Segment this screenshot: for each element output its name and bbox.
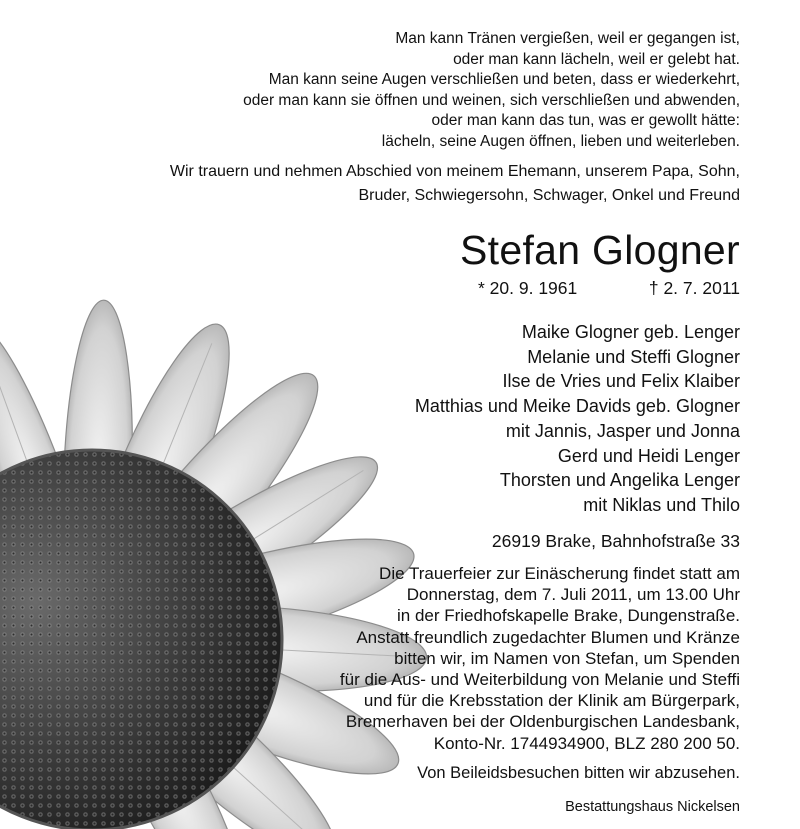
poem-line: Man kann seine Augen verschließen und beten, dass er wiederkehrt, bbox=[268, 71, 740, 89]
undertaker-name: Bestattungshaus Nickelsen bbox=[565, 799, 740, 815]
notice-line: für die Aus- und Weiterbildung von Melanie und Steffi bbox=[339, 670, 740, 690]
funeral-notice bbox=[340, 563, 740, 754]
poem-line: oder man kann sie öffnen und weinen, sich verschließen und abwenden, bbox=[243, 91, 740, 109]
family-member: Matthias und Meike Davids geb. Glogner bbox=[414, 396, 740, 417]
family-member: Maike Glogner geb. Lenger bbox=[521, 322, 740, 342]
poem bbox=[243, 29, 740, 153]
family-member: mit Niklas und Thilo bbox=[583, 494, 740, 515]
notice-line: Die Trauerfeier zur Einäscherung findet statt am bbox=[379, 564, 740, 583]
mourning-intro bbox=[170, 160, 740, 208]
notice-line: Anstatt freundlich zugedachter Blumen und Kränze bbox=[356, 627, 740, 647]
birth-date: * 20. 9. 1961 bbox=[478, 278, 578, 298]
family-address: 26919 Brake, Bahnhofstraße 33 bbox=[491, 531, 740, 551]
notice-line: Donnerstag, dem 7. Juli 2011, um 13.00 Uhr bbox=[406, 585, 740, 605]
family-member: Ilse de Vries und Felix Klaiber bbox=[502, 371, 740, 392]
deceased-name: Stefan Glogner bbox=[460, 227, 740, 273]
family-list bbox=[415, 320, 740, 518]
intro-line: Wir trauern und nehmen Abschied von meinem Ehemann, unserem Papa, Sohn, bbox=[169, 163, 740, 180]
poem-line: oder man kann das tun, was er gewollt hätte: bbox=[431, 112, 740, 130]
intro-line: Bruder, Schwiegersohn, Schwager, Onkel und Freund bbox=[358, 187, 740, 204]
family-member: Gerd und Heidi Lenger bbox=[557, 445, 740, 466]
poem-line: oder man kann lächeln, weil er gelebt hat. bbox=[453, 50, 740, 68]
notice-line: Bremerhaven bei der Oldenburgischen Landesbank, bbox=[345, 712, 740, 732]
poem-line: lächeln, seine Augen öffnen, lieben und weiterleben. bbox=[381, 132, 740, 150]
poem-line: Man kann Tränen vergießen, weil er gegangen ist, bbox=[395, 30, 740, 47]
family-member: Thorsten und Angelika Lenger bbox=[499, 470, 740, 491]
death-date: † 2. 7. 2011 bbox=[648, 278, 740, 298]
notice-line: Konto-Nr. 1744934900, BLZ 280 200 50. bbox=[433, 733, 740, 753]
family-member: Melanie und Steffi Glogner bbox=[527, 346, 740, 367]
family-member: mit Jannis, Jasper und Jonna bbox=[505, 420, 740, 441]
notice-line: und für die Krebsstation der Klinik am Bürgerpark, bbox=[363, 691, 740, 711]
notice-line: bitten wir, im Namen von Stefan, um Spenden bbox=[394, 648, 740, 668]
life-dates bbox=[478, 276, 740, 300]
condolence-note: Von Beileidsbesuchen bitten wir abzusehen. bbox=[417, 764, 740, 782]
notice-line: in der Friedhofskapelle Brake, Dungenstraße. bbox=[396, 606, 740, 626]
